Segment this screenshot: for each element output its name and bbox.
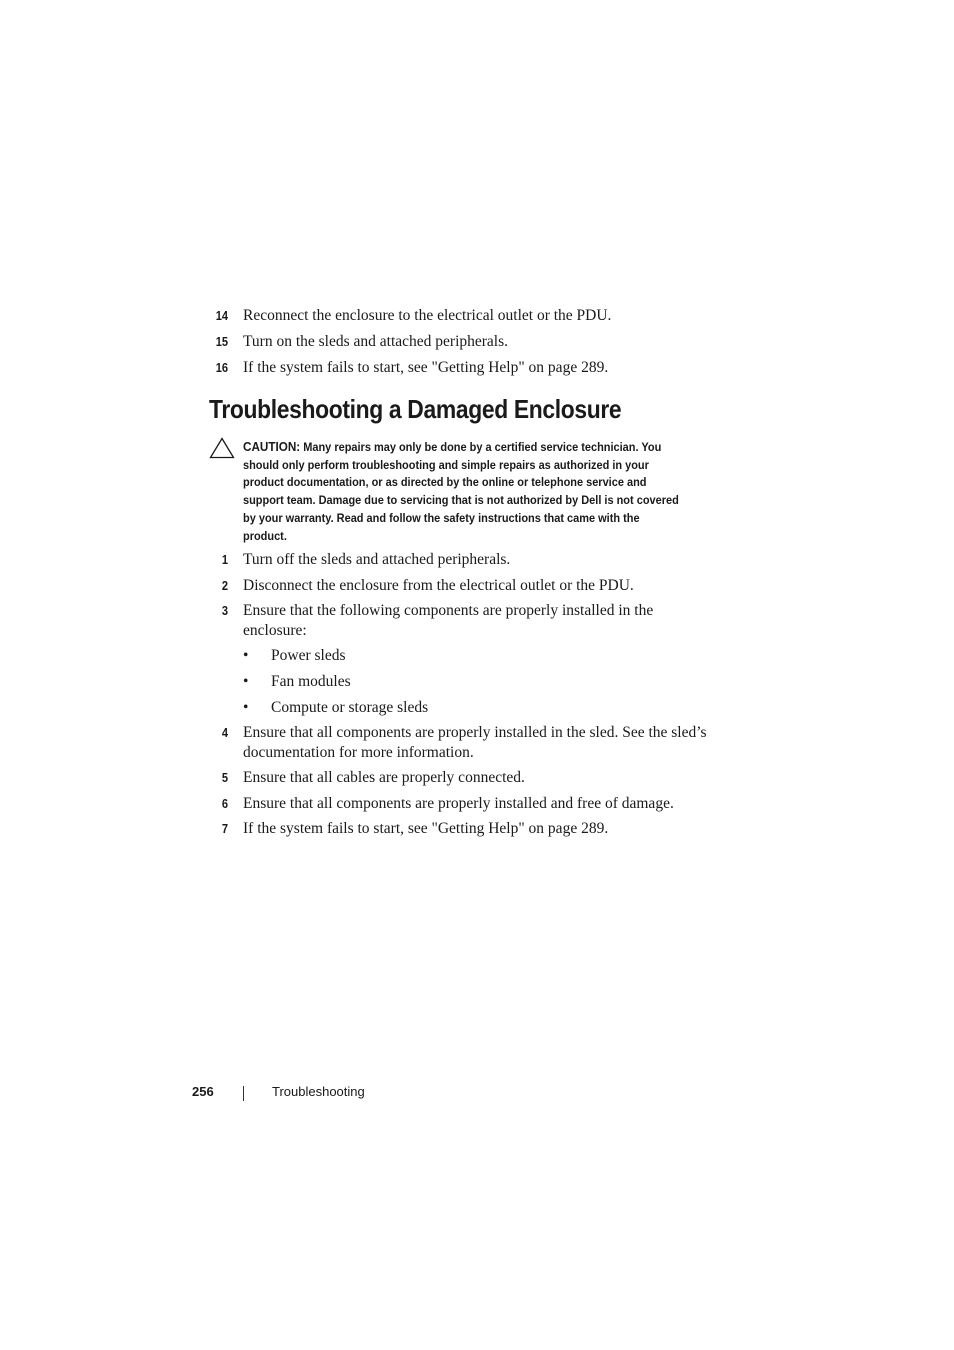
step-text: Turn off the sleds and attached peripherals. — [243, 551, 511, 568]
bullet-text: Compute or storage sleds — [271, 699, 429, 716]
footer-divider — [243, 1086, 244, 1101]
caution-text-line: Many repairs may only be done by a certified service technician. You — [303, 440, 662, 454]
step-number: 15 — [215, 334, 228, 349]
caution-label: CAUTION: — [243, 439, 301, 454]
step-number: 1 — [221, 552, 228, 567]
section-heading: Troubleshooting a Damaged Enclosure — [209, 394, 622, 424]
bullet-symbol: • — [243, 673, 249, 690]
step-number: 3 — [221, 603, 228, 618]
step-text: Ensure that all components are properly installed and free of damage. — [243, 795, 674, 812]
caution-triangle-icon — [209, 437, 235, 459]
page-number: 256 — [192, 1084, 214, 1099]
step-text-line: Ensure that the following components are properly installed in the — [243, 602, 654, 619]
step-text: If the system fails to start, see "Getting Help" on page 289. — [243, 359, 609, 376]
footer-section-name: Troubleshooting — [272, 1084, 365, 1099]
step-text-line: enclosure: — [243, 622, 307, 639]
caution-text-line: should only perform troubleshooting and simple repairs as authorized in your — [243, 457, 649, 472]
step-number: 4 — [221, 725, 228, 740]
step-text: Reconnect the enclosure to the electrical outlet or the PDU. — [243, 307, 612, 324]
bullet-text: Fan modules — [271, 673, 351, 690]
caution-notice — [243, 438, 729, 545]
step-number: 14 — [215, 308, 228, 323]
step-text: Disconnect the enclosure from the electrical outlet or the PDU. — [243, 577, 634, 594]
step-number: 2 — [221, 578, 228, 593]
step-text: Turn on the sleds and attached peripherals. — [243, 333, 509, 350]
caution-text-line: support team. Damage due to servicing that is not authorized by Dell is not covered — [243, 493, 679, 508]
step-number: 6 — [221, 796, 228, 811]
step-number: 7 — [221, 821, 228, 836]
step-number: 16 — [215, 360, 228, 375]
step-text: If the system fails to start, see "Getting Help" on page 289. — [243, 820, 609, 837]
step-text: Ensure that all cables are properly connected. — [243, 769, 525, 786]
caution-text-line: product. — [243, 528, 287, 543]
step-text — [243, 723, 723, 763]
step-text-line: documentation for more information. — [243, 744, 474, 761]
caution-text-line: by your warranty. Read and follow the safety instructions that came with the — [243, 510, 640, 525]
step-text — [243, 601, 723, 641]
bullet-text: Power sleds — [271, 647, 346, 664]
step-number: 5 — [221, 770, 228, 785]
caution-text-line: product documentation, or as directed by the online or telephone service and — [243, 475, 647, 490]
bullet-symbol: • — [243, 647, 249, 664]
step-text-line: Ensure that all components are properly installed in the sled. See the sled’s — [243, 724, 707, 741]
bullet-symbol: • — [243, 699, 249, 716]
